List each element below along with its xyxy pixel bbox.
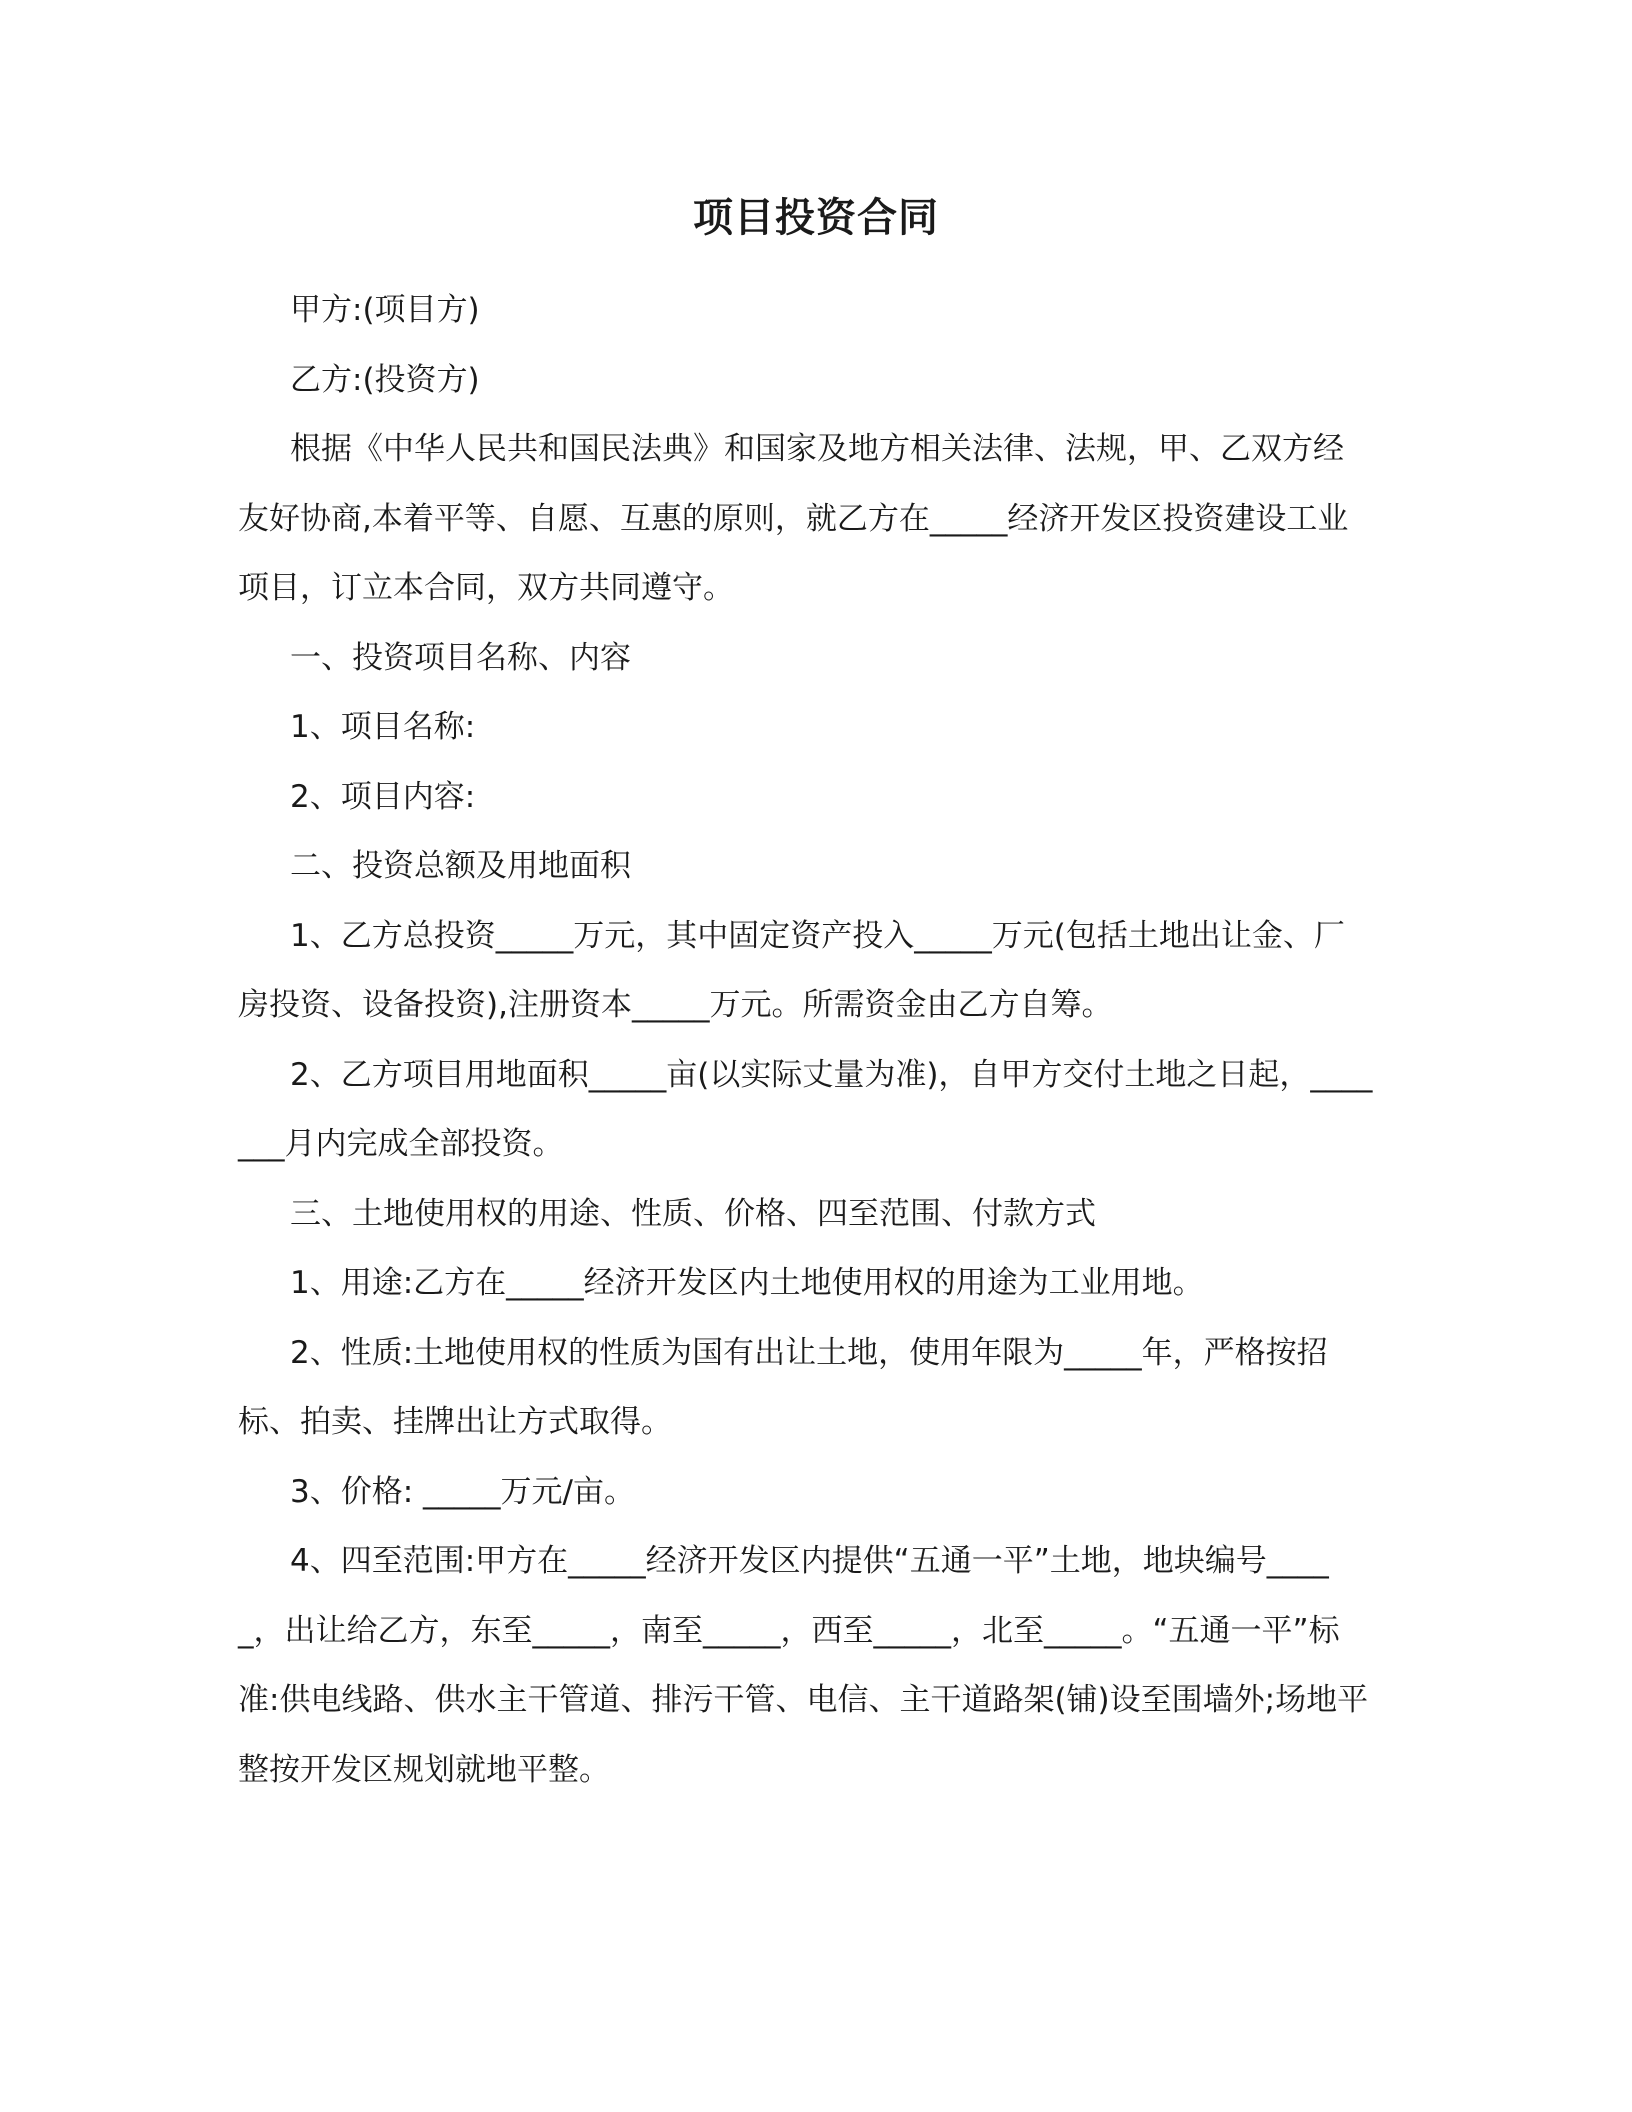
section-heading-2: 二、投资总额及用地面积 [290, 848, 631, 884]
boundary-clause: 4、四至范围:甲方在_____经济开发区内提供“五通一平”土地，地块编号_____，出让给乙方，东至_____，南至_____，西至_____，北至_____。“五通一平”标准:供电线路、供水主干管道、排污干管、电信、主干道路架(铺)设至围墙外;场地平整按开发区规划就地平整。 [238, 1543, 1369, 1788]
land-nature-clause: 2、性质:土地使用权的性质为国有出让土地，使用年限为_____年，严格按招标、拍卖、挂牌出让方式取得。 [238, 1334, 1328, 1440]
party-b-line: 乙方:(投资方) [290, 361, 480, 398]
land-area-clause: 2、乙方项目用地面积_____亩(以实际丈量为准)，自甲方交付土地之日起，_______月内完成全部投资。 [238, 1056, 1373, 1162]
document-title: 项目投资合同 [693, 195, 939, 241]
section-heading-1: 一、投资项目名称、内容 [290, 639, 631, 676]
document-body [238, 276, 1374, 1805]
project-name-item: 1、项目名称: [290, 709, 476, 745]
price-clause: 3、价格: _____万元/亩。 [290, 1473, 635, 1510]
land-use-clause: 1、用途:乙方在_____经济开发区内土地使用权的用途为工业用地。 [290, 1265, 1204, 1301]
party-a-line: 甲方:(项目方) [290, 292, 480, 328]
project-content-item: 2、项目内容: [290, 778, 476, 815]
section-heading-3: 三、土地使用权的用途、性质、价格、四至范围、付款方式 [290, 1195, 1096, 1232]
total-investment-clause: 1、乙方总投资_____万元，其中固定资产投入_____万元(包括土地出让金、厂房投资、设备投资),注册资本_____万元。所需资金由乙方自筹。 [238, 917, 1345, 1023]
preamble-paragraph: 根据《中华人民共和国民法典》和国家及地方相关法律、法规，甲、乙双方经友好协商,本着平等、自愿、互惠的原则，就乙方在_____经济开发区投资建设工业项目，订立本合同，双方共同遵守。 [238, 431, 1349, 606]
